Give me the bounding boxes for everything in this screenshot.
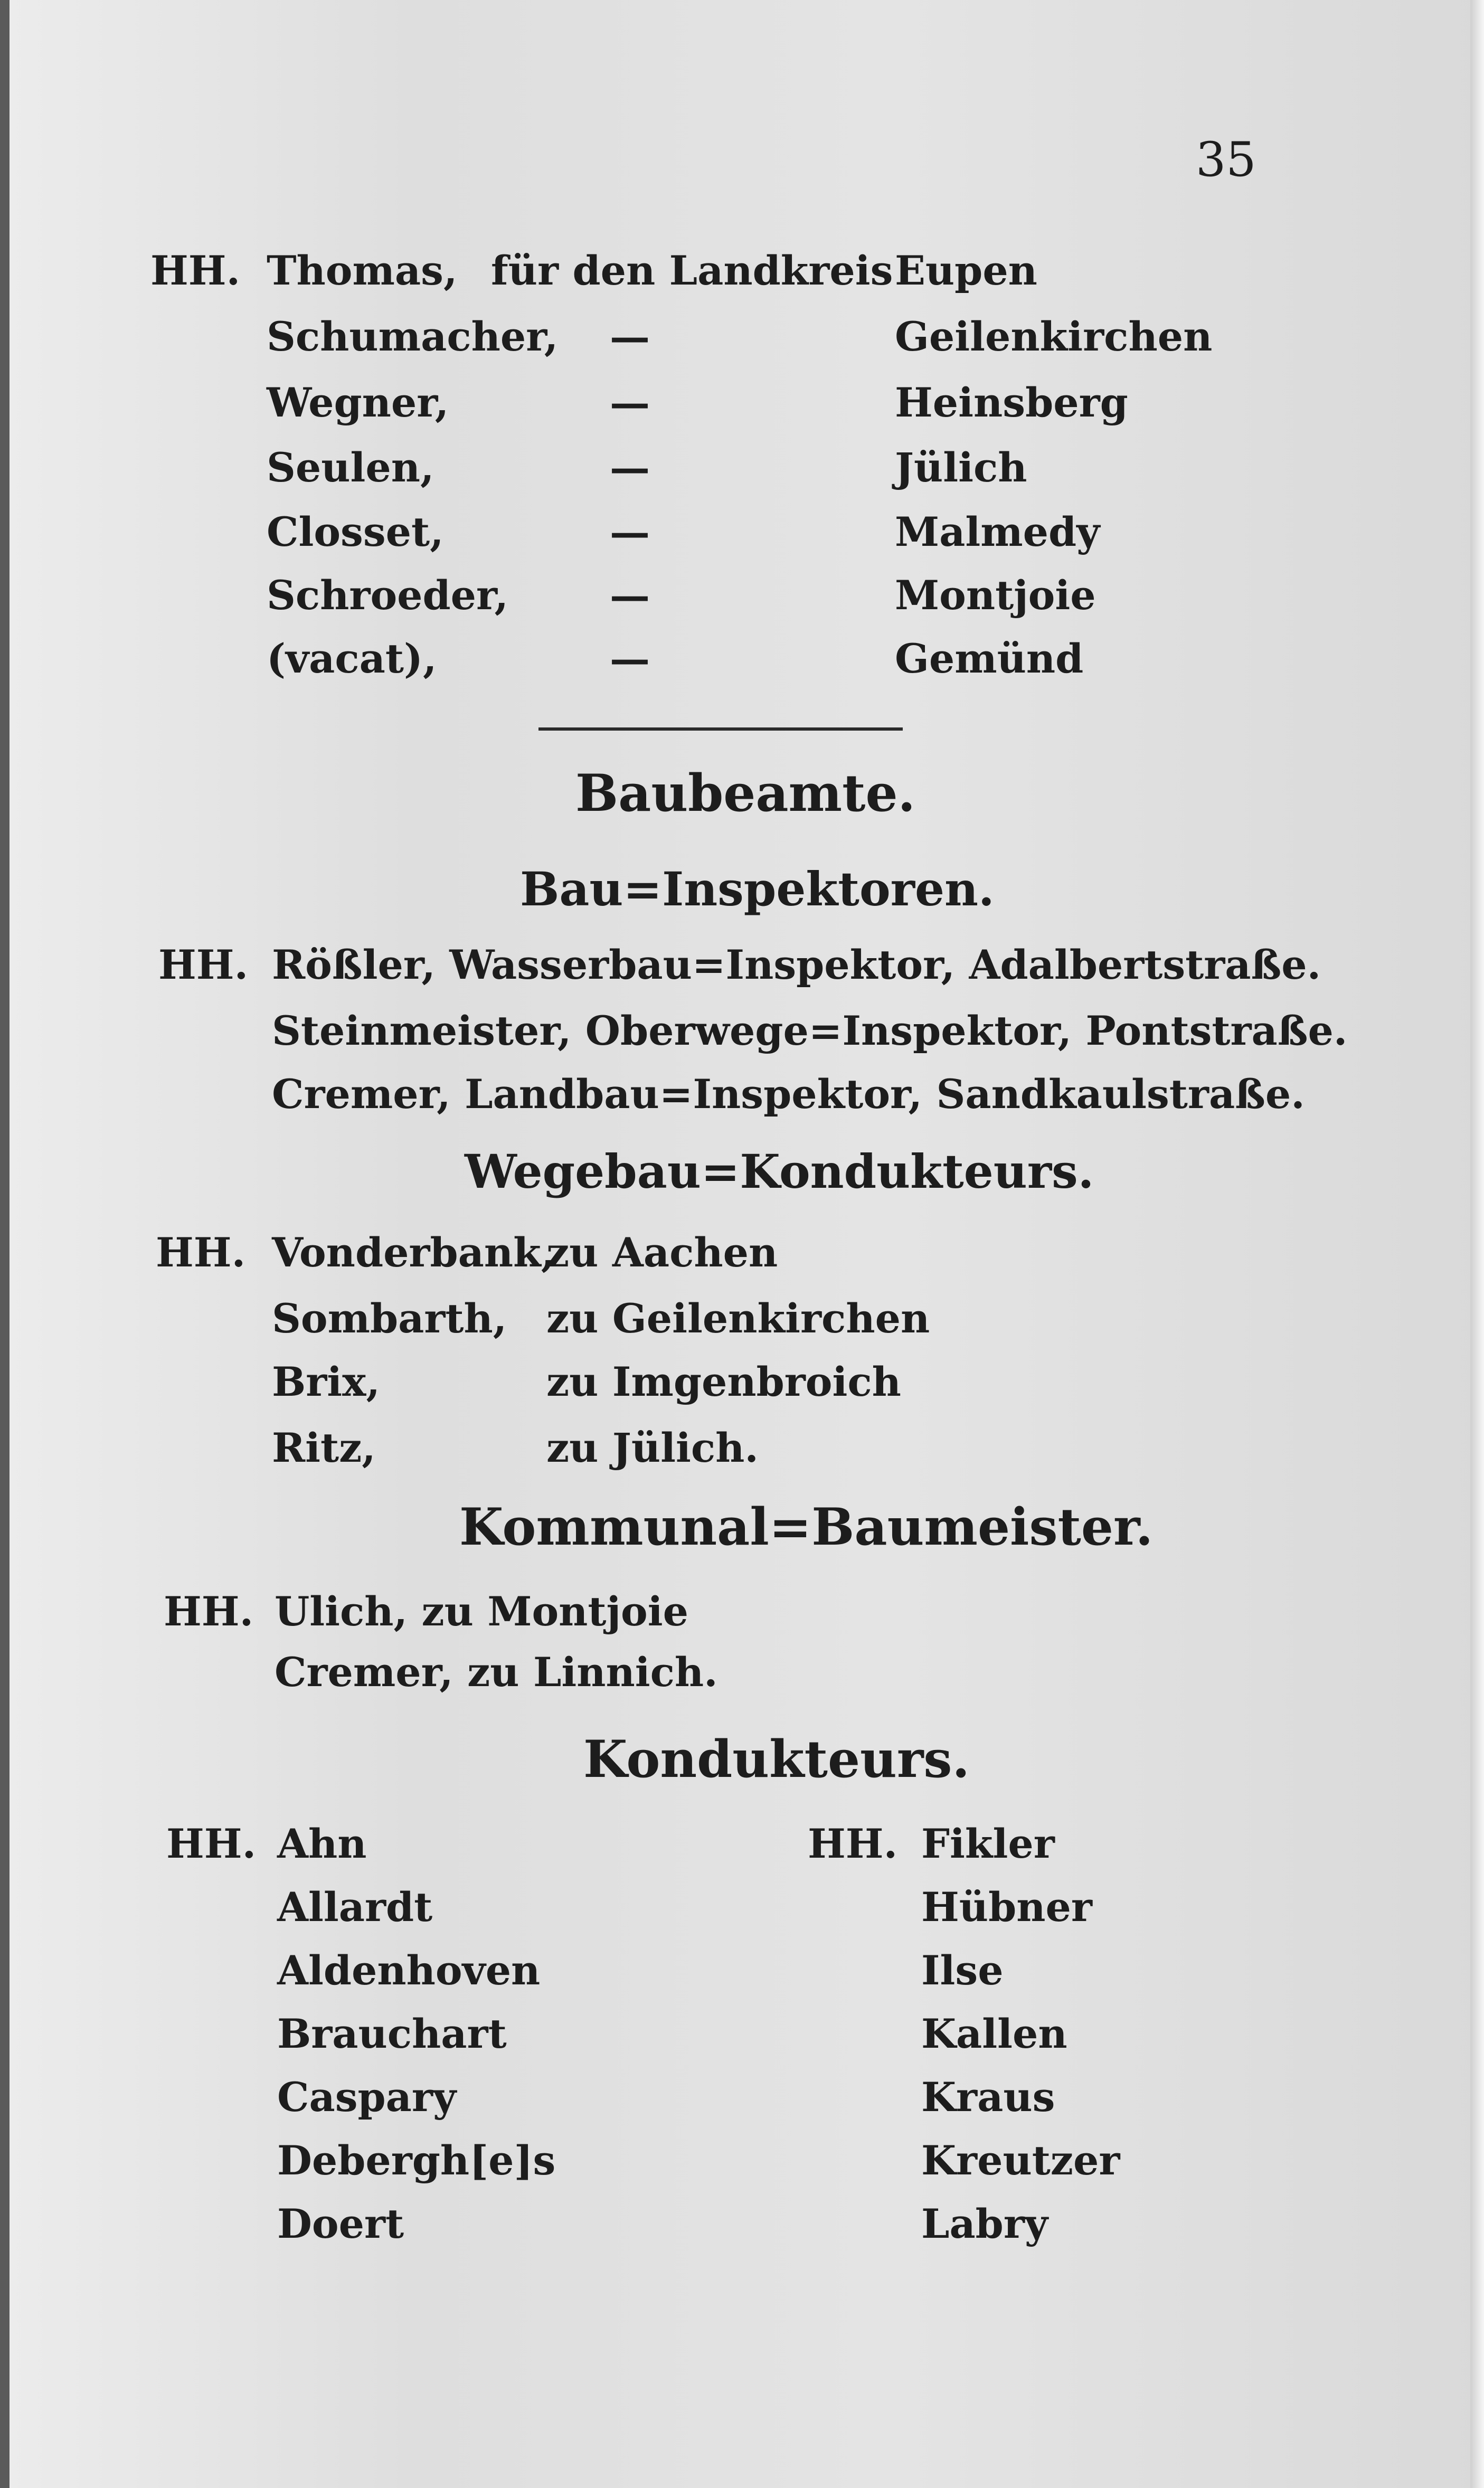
- landrat-name: Closset,: [267, 508, 444, 555]
- ditto-dash: —: [610, 313, 650, 360]
- kondukteur-name-right: Kraus: [921, 2074, 1055, 2121]
- ditto-dash: —: [610, 572, 650, 619]
- subheading-wegebau-kondukteurs: Wegebau=Kondukteurs.: [465, 1144, 1094, 1199]
- kondukteur-name-right: Labry: [921, 2200, 1048, 2247]
- kondukteur-name-left: Aldenhoven: [277, 1947, 541, 1994]
- section-heading-baubeamte: Baubeamte.: [575, 763, 915, 823]
- wegebau-place: zu Aachen: [546, 1229, 778, 1276]
- landrat-place: Eupen: [895, 247, 1037, 294]
- ditto-dash: —: [610, 444, 650, 491]
- section-divider-rule: [538, 727, 903, 731]
- wegebau-name: Ritz,: [272, 1424, 376, 1471]
- kondukteur-name-right: Kreutzer: [921, 2137, 1120, 2184]
- wegebau-place: zu Imgenbroich: [546, 1358, 901, 1405]
- kondukteur-name-right: Fikler: [921, 1820, 1055, 1867]
- landrat-place: Geilenkirchen: [895, 313, 1213, 360]
- kondukteurs-prefix-right: HH.: [808, 1820, 898, 1867]
- landrat-name: Schumacher,: [267, 313, 559, 360]
- ditto-dash: —: [610, 635, 650, 682]
- kondukteur-name-right: Ilse: [921, 1947, 1004, 1994]
- kondukteurs-prefix-left: HH.: [166, 1820, 257, 1867]
- scan-edge-right: [1470, 0, 1484, 2488]
- subheading-kondukteurs: Kondukteurs.: [583, 1729, 970, 1789]
- ditto-dash: —: [610, 508, 650, 555]
- landrat-place: Gemünd: [895, 635, 1084, 682]
- scan-edge-left: [0, 0, 10, 2488]
- inspektor-line: Rößler, Wasserbau=Inspektor, Adalbertstraße.: [272, 941, 1321, 988]
- subheading-kommunal-baumeister: Kommunal=Baumeister.: [459, 1497, 1154, 1557]
- inspektor-line: Cremer, Landbau=Inspektor, Sandkaulstraße.: [272, 1071, 1305, 1118]
- landrat-name: Wegner,: [267, 379, 449, 426]
- kondukteur-name-left: Brauchart: [277, 2010, 507, 2057]
- kommunal-line: Cremer, zu Linnich.: [275, 1649, 718, 1696]
- kondukteur-name-left: Ahn: [277, 1820, 367, 1867]
- ditto-dash: —: [610, 379, 650, 426]
- kondukteur-name-left: Doert: [277, 2200, 404, 2247]
- landrat-prefix: HH.: [150, 247, 241, 294]
- landrat-name: Schroeder,: [267, 572, 508, 619]
- landrat-district-label: für den Landkreis: [491, 247, 893, 294]
- landrat-place: Malmedy: [895, 508, 1100, 555]
- landrat-place: Montjoie: [895, 572, 1096, 619]
- wegebau-name: Brix,: [272, 1358, 380, 1405]
- wegebau-name: Sombarth,: [272, 1295, 507, 1342]
- wegebau-name: Vonderbank,: [272, 1229, 555, 1276]
- kondukteur-name-left: Caspary: [277, 2074, 457, 2121]
- inspektoren-prefix: HH.: [158, 941, 249, 988]
- landrat-name: (vacat),: [267, 635, 437, 682]
- inspektor-line: Steinmeister, Oberwege=Inspektor, Pontstraße.: [272, 1007, 1348, 1054]
- wegebau-place: zu Geilenkirchen: [546, 1295, 930, 1342]
- subheading-bau-inspektoren: Bau=Inspektoren.: [520, 862, 995, 916]
- kondukteur-name-right: Hübner: [921, 1884, 1092, 1931]
- landrat-place: Heinsberg: [895, 379, 1128, 426]
- landrat-place: Jülich: [895, 444, 1027, 491]
- kommunal-line: Ulich, zu Montjoie: [275, 1588, 688, 1635]
- landrat-name: Thomas,: [267, 247, 458, 294]
- landrat-name: Seulen,: [267, 444, 434, 491]
- kommunal-prefix: HH.: [164, 1588, 254, 1635]
- page-number: 35: [1196, 132, 1256, 187]
- kondukteur-name-left: Debergh[e]s: [277, 2137, 556, 2184]
- wegebau-prefix: HH.: [156, 1229, 246, 1276]
- wegebau-place: zu Jülich.: [546, 1424, 759, 1471]
- kondukteur-name-left: Allardt: [277, 1884, 433, 1931]
- kondukteur-name-right: Kallen: [921, 2010, 1067, 2057]
